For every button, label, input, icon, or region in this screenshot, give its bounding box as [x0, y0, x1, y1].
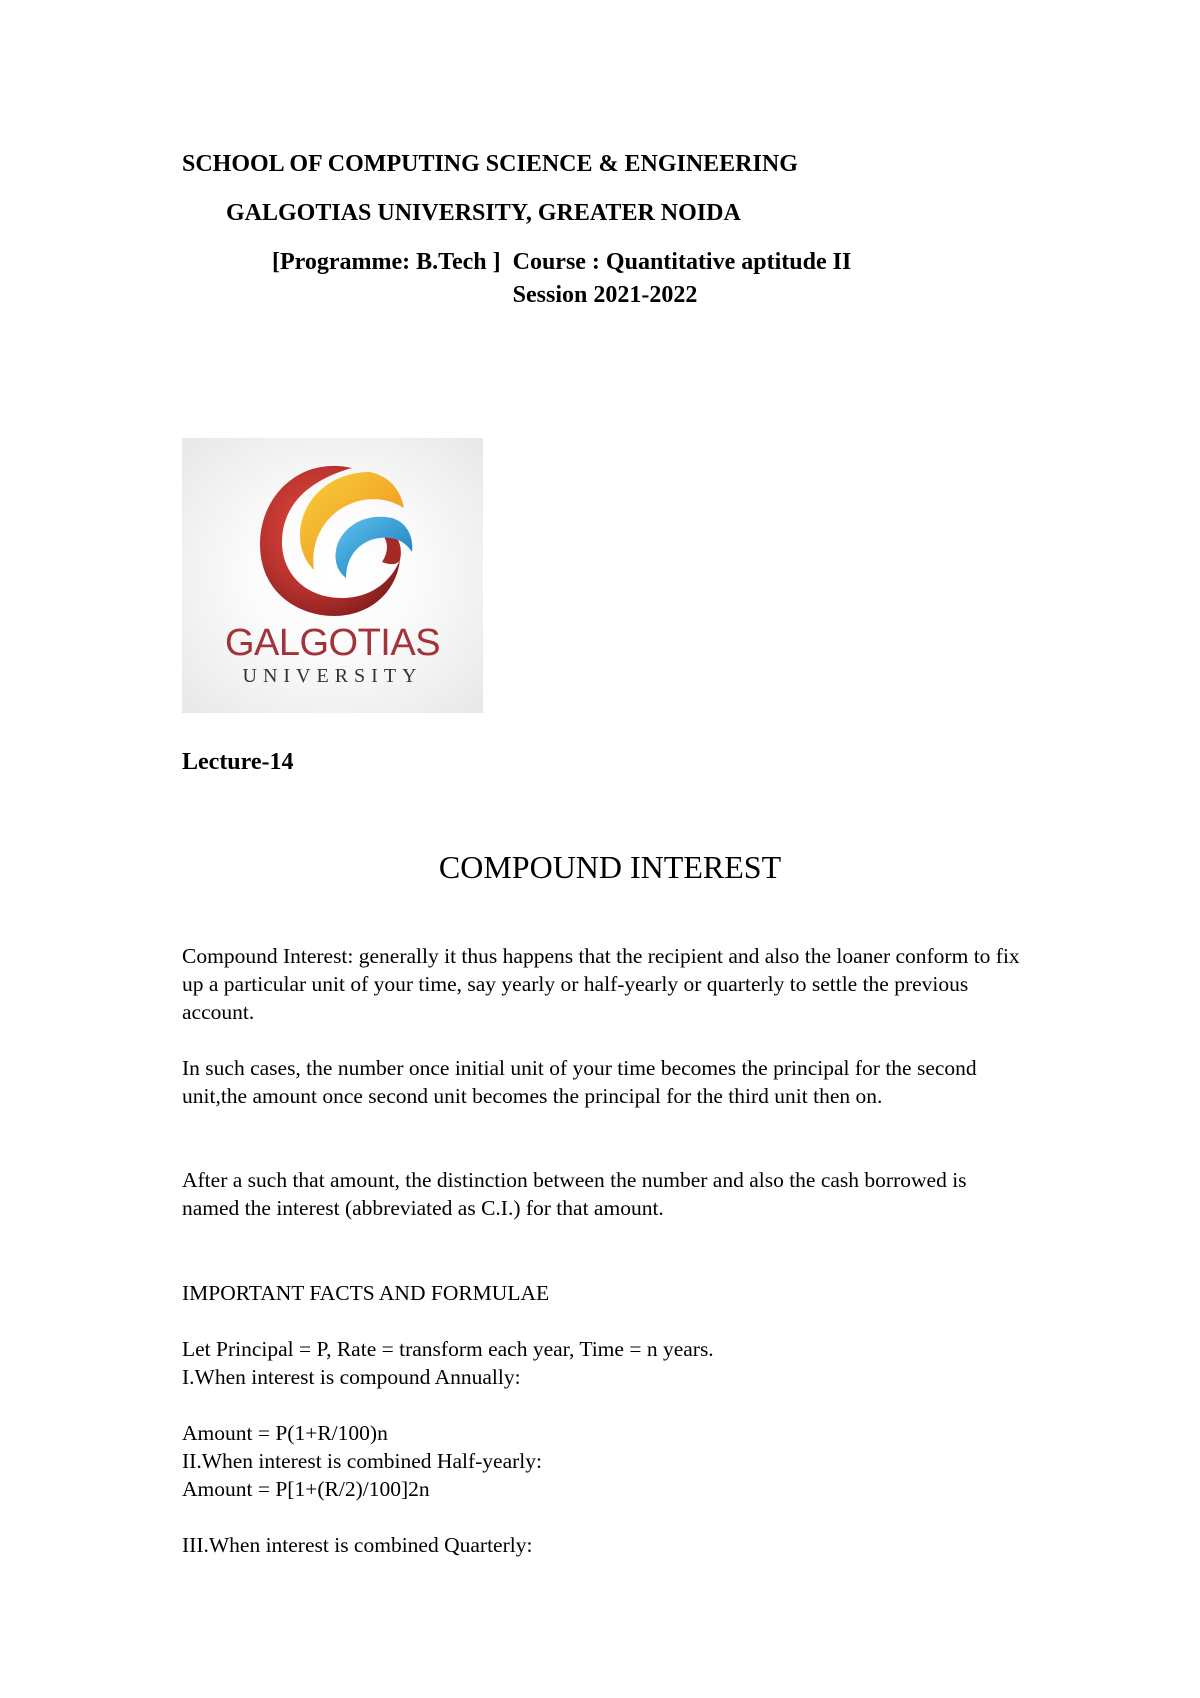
session-label: Session 2021-2022: [512, 282, 698, 308]
annual-label: I.When interest is compound Annually:: [182, 1365, 521, 1389]
facts-heading: IMPORTANT FACTS AND FORMULAE: [182, 1281, 550, 1305]
paragraph-text: After a such that amount, the distinction between the number and also the cash borrowed is named the interest (abbreviated as C.I.) for that amount.: [182, 1168, 967, 1220]
programme-label: [Programme: B.Tech ]: [272, 249, 501, 275]
annual-formula: Amount = P(1+R/100)n: [182, 1421, 388, 1445]
paragraph-interest: [182, 1166, 1022, 1222]
quarterly-label: III.When interest is combined Quarterly:: [182, 1533, 533, 1557]
paragraph-definition: [182, 942, 1022, 1026]
variables-definition: Let Principal = P, Rate = transform each year, Time = n years.: [182, 1337, 714, 1361]
paragraph-text: Compound Interest: generally it thus happens that the recipient and also the loaner conform to fix up a particular unit of your time, say yearly or half-yearly or quarterly to settle the previous account.: [182, 944, 1020, 1024]
half-yearly-label: II.When interest is combined Half-yearly:: [182, 1449, 542, 1473]
university-logo: [182, 438, 483, 713]
logo-wordmark: GALGOTIAS: [224, 622, 441, 664]
half-yearly-formula: Amount = P[1+(R/2)/100]2n: [182, 1477, 430, 1501]
page-title: COMPOUND INTEREST: [438, 849, 782, 885]
paragraph-text: In such cases, the number once initial unit of your time becomes the principal for the second unit,the amount once second unit becomes the principal for the third unit then on.: [182, 1056, 977, 1108]
course-label: Course : Quantitative aptitude II: [512, 249, 852, 275]
lecture-label: Lecture-14: [182, 749, 294, 775]
paragraph-principal: [182, 1054, 1022, 1110]
school-heading: SCHOOL OF COMPUTING SCIENCE & ENGINEERING: [182, 151, 798, 177]
university-heading: GALGOTIAS UNIVERSITY, GREATER NOIDA: [226, 200, 741, 226]
programme-course-line: [272, 250, 851, 274]
logo-subtitle: UNIVERSITY: [242, 665, 423, 687]
